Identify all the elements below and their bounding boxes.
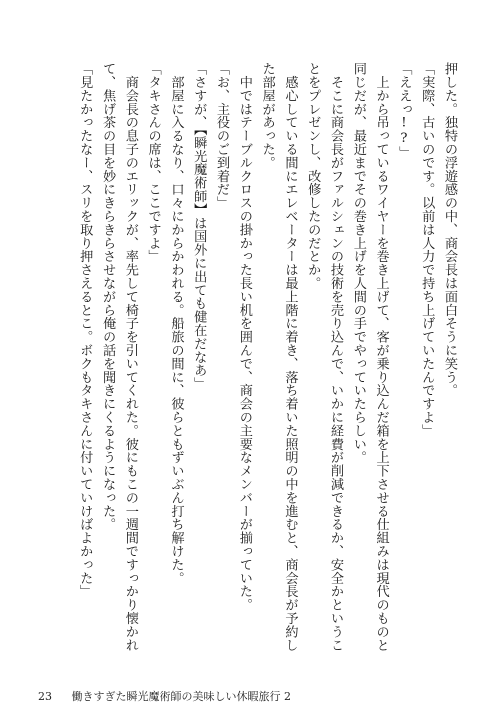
page-footer	[38, 688, 291, 704]
text-line: 中ではテーブルクロスの掛かった長い机を囲んで、商会の主要なメンバーが揃っていた。	[236, 62, 252, 612]
text-line: 「ええっ!?」	[396, 62, 412, 160]
body-text	[40, 62, 460, 652]
text-line: 「さすが、【瞬光魔術師】は国外に出ても健在だなあ」	[191, 62, 207, 391]
text-line: 「見たかったなー、スリを取り押さえるとこ。ボクもタキさんに付いていけばよかった」	[77, 62, 93, 598]
text-line: て、焦げ茶の目を妙にきらきらさせながら俺の話を聞きにくるようになった。	[100, 62, 116, 531]
text-line: 同じだが、最近までその巻き上げを人間の手でやっていたらしい。	[350, 62, 366, 464]
running-title: 働きすぎた瞬光魔術師の美味しい休暇旅行 2	[71, 690, 291, 703]
text-line: 部屋に入るなり、口々にからかわれる。船旅の間に、彼らともずいぶん打ち解けた。	[168, 62, 184, 585]
text-line: た部屋があった。	[259, 62, 275, 170]
page-number: 23	[38, 690, 52, 703]
text-line: とをプレゼンし、改修したのだとか。	[305, 62, 321, 290]
text-line: 「お、主役のご到着だ」	[214, 62, 230, 210]
text-line: 「タキさんの席は、ここですよ」	[145, 62, 161, 263]
text-line: 感心している間にエレベーターは最上階に着き、落ち着いた照明の中を進むと、商会長が予約し	[282, 62, 298, 652]
text-line: 商会長の息子のエリックが、率先して椅子を引いてくれた。彼にもこの一週間ですっかり懐かれ	[122, 62, 138, 652]
text-line: 「実際、古いのです。以前は人力で持ち上げていたんですよ」	[419, 62, 435, 438]
text-line: 押した。独特の浮遊感の中、商会長は面白そうに笑う。	[442, 62, 457, 397]
text-line: 上から吊っているワイヤーを巻き上げて、客が乗り込んだ箱を上下させる仕組みは現代のものと	[373, 62, 389, 652]
text-line: そこに商会長がファルシェンの技術を売り込んで、いかに経費が削減できるか、安全かというこ	[328, 62, 344, 652]
